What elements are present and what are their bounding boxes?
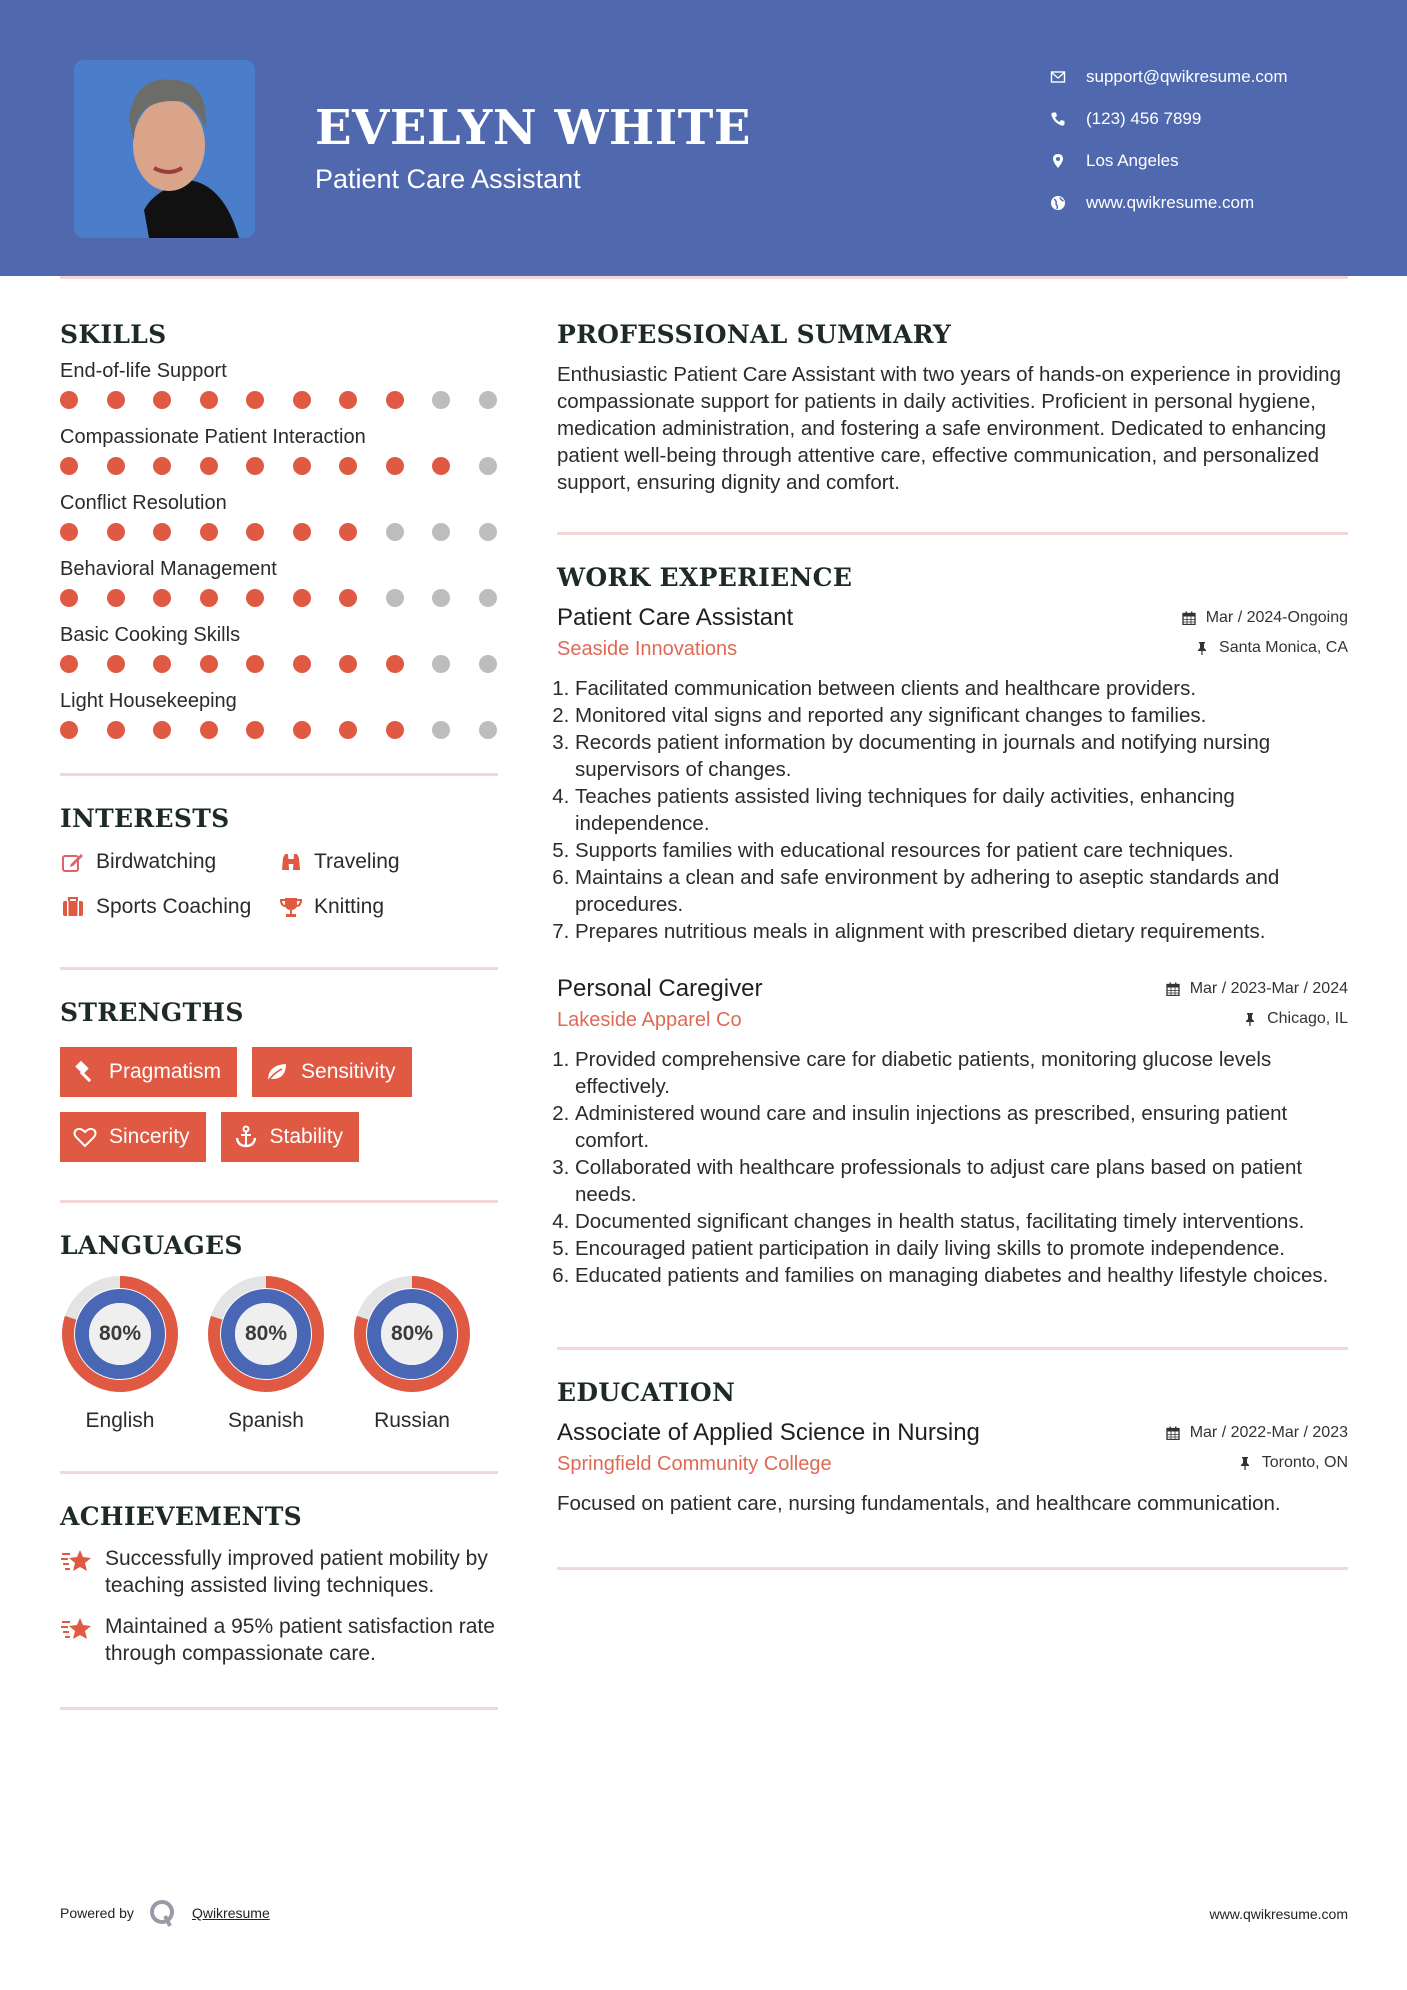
rating-dot <box>107 721 125 739</box>
rating-dot <box>60 457 78 475</box>
section-divider <box>557 1347 1348 1350</box>
rating-dot <box>60 589 78 607</box>
rating-dot <box>386 391 404 409</box>
rating-dot <box>339 655 357 673</box>
rating-dot <box>60 391 78 409</box>
profile-photo <box>74 60 255 238</box>
job-entry <box>557 975 1348 1289</box>
envelope-icon <box>1050 69 1066 85</box>
summary-title: PROFESSIONAL SUMMARY <box>557 320 952 349</box>
rating-dot <box>339 589 357 607</box>
contact-website-text: www.qwikresume.com <box>1086 193 1255 212</box>
job-bullet: 2. Administered wound care and insulin injections as prescribed, ensuring patient comfort. <box>575 1100 1348 1154</box>
strength-label: Sincerity <box>109 1125 190 1148</box>
job-bullet: 7. Prepares nutritious meals in alignment with prescribed dietary requirements. <box>575 918 1348 945</box>
rating-dot <box>107 457 125 475</box>
skill-item <box>60 555 498 613</box>
achievement-item <box>60 1613 498 1667</box>
strength-label: Stability <box>269 1125 344 1148</box>
language-name: Spanish <box>228 1409 304 1432</box>
language-item <box>60 1274 180 1433</box>
rating-dot <box>153 589 171 607</box>
job-role: Patient Care Assistant <box>557 604 794 631</box>
calendar-icon <box>1166 1426 1180 1440</box>
job-bullets <box>557 675 1348 945</box>
rating-dot <box>432 391 450 409</box>
calendar-icon <box>1182 611 1196 625</box>
rating-dot <box>479 589 497 607</box>
job-company: Lakeside Apparel Co <box>557 1009 742 1031</box>
education-school: Springfield Community College <box>557 1453 832 1475</box>
rating-dot <box>246 655 264 673</box>
rating-dot <box>386 655 404 673</box>
interests-section <box>60 804 498 923</box>
candidate-name: EVELYN WHITE <box>315 100 751 156</box>
rating-dot <box>339 391 357 409</box>
strengths-list <box>60 1047 480 1162</box>
rating-dot <box>432 721 450 739</box>
rating-dot <box>246 523 264 541</box>
achievements-title: ACHIEVEMENTS <box>60 1502 302 1531</box>
rating-dot <box>60 523 78 541</box>
languages-section <box>60 1231 498 1433</box>
language-progress-ring <box>352 1274 472 1394</box>
interest-label: Sports Coaching <box>96 894 252 918</box>
rating-dot <box>107 523 125 541</box>
rating-dot <box>153 457 171 475</box>
rating-dot <box>60 655 78 673</box>
rating-dot <box>479 391 497 409</box>
job-bullet: 3. Records patient information by documenting in journals and notifying nursing supervisors of changes. <box>575 729 1348 783</box>
rating-dot <box>339 523 357 541</box>
job-dates-text: Mar / 2024-Ongoing <box>1205 609 1348 626</box>
section-divider <box>557 532 1348 535</box>
rating-dot <box>339 457 357 475</box>
calendar-icon <box>1166 982 1180 996</box>
rating-dot <box>200 523 218 541</box>
pushpin-icon <box>1238 1456 1252 1470</box>
rating-dot <box>479 721 497 739</box>
rating-dot <box>339 721 357 739</box>
skill-item <box>60 423 498 481</box>
contact-email[interactable] <box>1050 56 1288 98</box>
interest-label: Birdwatching <box>96 849 217 873</box>
strength-label: Sensitivity <box>301 1060 396 1083</box>
section-divider <box>60 967 498 970</box>
education-location-text: Toronto, ON <box>1261 1454 1348 1471</box>
education-dates <box>1166 1424 1348 1442</box>
rating-dot <box>200 655 218 673</box>
summary-section <box>557 320 1348 496</box>
rating-dot <box>293 589 311 607</box>
rating-dot <box>107 589 125 607</box>
achievements-section <box>60 1502 498 1667</box>
education-location <box>1238 1454 1348 1472</box>
job-bullet: 4. Teaches patients assisted living techniques for daily activities, enhancing independence. <box>575 783 1348 837</box>
rating-dot <box>200 391 218 409</box>
rating-dot <box>293 655 311 673</box>
job-bullet: 1. Facilitated communication between clients and healthcare providers. <box>575 675 1348 702</box>
experience-title: WORK EXPERIENCE <box>557 563 853 592</box>
skill-rating <box>60 649 497 679</box>
rating-dot <box>200 721 218 739</box>
shooting-star-icon <box>60 1613 94 1667</box>
trophy-icon <box>278 894 304 920</box>
qwikresume-logo-icon <box>148 1898 178 1928</box>
section-divider <box>60 773 498 776</box>
achievement-text: Maintained a 95% patient satisfaction rate through compassionate care. <box>105 1615 495 1665</box>
job-bullet: 1. Provided comprehensive care for diabetic patients, monitoring glucose levels effectively. <box>575 1046 1348 1100</box>
skill-item <box>60 687 498 745</box>
language-percent: 80% <box>98 1322 142 1345</box>
skill-item <box>60 357 498 415</box>
section-divider <box>60 1200 498 1203</box>
interest-label: Knitting <box>314 894 385 918</box>
rating-dot <box>432 589 450 607</box>
rating-dot <box>386 721 404 739</box>
language-percent: 80% <box>390 1322 434 1345</box>
rating-dot <box>246 391 264 409</box>
footer-url[interactable]: www.qwikresume.com <box>1209 1906 1348 1922</box>
job-location <box>1195 639 1348 657</box>
job-company: Seaside Innovations <box>557 638 738 660</box>
skill-name: End-of-life Support <box>60 360 227 382</box>
candidate-title: Patient Care Assistant <box>315 164 581 194</box>
skill-rating <box>60 517 497 547</box>
skill-item <box>60 621 498 679</box>
phone-icon <box>1050 111 1066 127</box>
rating-dot <box>293 391 311 409</box>
section-divider <box>60 1707 498 1710</box>
footer-powered-by <box>60 1898 270 1928</box>
rating-dot <box>293 721 311 739</box>
rating-dot <box>60 721 78 739</box>
qwikresume-link[interactable]: Qwikresume <box>191 1905 270 1921</box>
language-percent: 80% <box>244 1322 288 1345</box>
header-divider <box>60 276 1348 279</box>
job-bullet: 4. Documented significant changes in health status, facilitating timely interventions. <box>575 1208 1348 1235</box>
summary-text: Enthusiastic Patient Care Assistant with two years of hands-on experience in providing compassionate support for patients in daily activities. Proficient in personal hygiene, medication administration, and fostering a safe environment. Dedicated to enhancing patient well-being through attentive care, effective communication, and personalized support, ensuring dignity and comfort. <box>557 363 1341 494</box>
job-location-text: Santa Monica, CA <box>1219 639 1348 656</box>
anchor-icon <box>234 1125 258 1149</box>
skill-name: Compassionate Patient Interaction <box>60 426 366 448</box>
rating-dot <box>200 589 218 607</box>
rating-dot <box>293 457 311 475</box>
rating-dot <box>432 523 450 541</box>
job-location-text: Chicago, IL <box>1267 1010 1348 1027</box>
language-progress-ring <box>206 1274 326 1394</box>
interests-list <box>60 845 498 923</box>
briefcase-icon <box>60 894 86 920</box>
interest-item <box>278 845 478 878</box>
rating-dot <box>386 457 404 475</box>
job-bullet: 5. Supports families with educational resources for patient care techniques. <box>575 837 1348 864</box>
strength-chip <box>60 1112 206 1162</box>
rating-dot <box>432 457 450 475</box>
portrait-image <box>74 60 255 238</box>
skill-item <box>60 489 498 547</box>
language-name: Russian <box>374 1409 450 1432</box>
language-item <box>206 1274 326 1433</box>
leaf-icon <box>265 1060 289 1084</box>
job-dates <box>1182 609 1348 627</box>
achievement-text: Successfully improved patient mobility by teaching assisted living techniques. <box>105 1547 488 1597</box>
right-column <box>557 320 1348 1570</box>
skills-section <box>60 320 498 745</box>
rating-dot <box>153 523 171 541</box>
job-role: Personal Caregiver <box>557 975 763 1002</box>
job-location <box>1243 1010 1348 1028</box>
rating-dot <box>479 523 497 541</box>
skill-rating <box>60 583 497 613</box>
pushpin-icon <box>1195 641 1209 655</box>
contact-location <box>1050 140 1288 182</box>
skills-title: SKILLS <box>60 320 167 349</box>
language-item <box>352 1274 472 1433</box>
job-bullet: 5. Encouraged patient participation in daily living skills to promote independence. <box>575 1235 1348 1262</box>
strength-chip <box>252 1047 412 1097</box>
rating-dot <box>153 655 171 673</box>
interest-item <box>60 845 278 878</box>
strength-chip <box>60 1047 237 1097</box>
languages-title: LANGUAGES <box>60 1231 243 1260</box>
job-dates <box>1166 980 1348 998</box>
contact-location-text: Los Angeles <box>1086 151 1179 170</box>
languages-list <box>60 1274 498 1433</box>
job-bullet: 2. Monitored vital signs and reported any significant changes to families. <box>575 702 1348 729</box>
section-divider <box>557 1567 1348 1570</box>
rating-dot <box>200 457 218 475</box>
section-divider <box>60 1471 498 1474</box>
strength-chip <box>221 1112 360 1162</box>
interests-title: INTERESTS <box>60 804 230 833</box>
contact-email-text: support@qwikresume.com <box>1086 67 1288 86</box>
rating-dot <box>107 655 125 673</box>
rating-dot <box>386 589 404 607</box>
language-progress-ring <box>60 1274 180 1394</box>
powered-by-text: Powered by <box>60 1905 134 1921</box>
skill-rating <box>60 715 497 745</box>
skill-name: Basic Cooking Skills <box>60 624 241 646</box>
rating-dot <box>246 457 264 475</box>
skill-name: Light Housekeeping <box>60 690 237 712</box>
education-degree: Associate of Applied Science in Nursing <box>557 1419 980 1446</box>
education-description: Focused on patient care, nursing fundamentals, and healthcare communication. <box>557 1492 1281 1515</box>
left-column <box>60 320 498 1710</box>
heart-icon <box>73 1125 97 1149</box>
job-bullets <box>557 1046 1348 1289</box>
rating-dot <box>153 721 171 739</box>
rating-dot <box>153 391 171 409</box>
skill-name: Behavioral Management <box>60 558 277 580</box>
contact-phone-text: (123) 456 7899 <box>1086 109 1202 128</box>
education-section <box>557 1378 1348 1517</box>
interest-label: Traveling <box>314 849 400 873</box>
rating-dot <box>107 391 125 409</box>
language-name: English <box>85 1409 155 1432</box>
rating-dot <box>479 457 497 475</box>
experience-section <box>557 563 1348 1289</box>
shooting-star-icon <box>60 1545 94 1599</box>
education-title: EDUCATION <box>557 1378 736 1407</box>
education-dates-text: Mar / 2022-Mar / 2023 <box>1189 1424 1348 1441</box>
job-bullet: 3. Collaborated with healthcare professionals to adjust care plans based on patient needs. <box>575 1154 1348 1208</box>
interest-item <box>278 890 478 923</box>
job-entry <box>557 604 1348 945</box>
rating-dot <box>386 523 404 541</box>
binoculars-icon <box>278 849 304 875</box>
rating-dot <box>293 523 311 541</box>
rating-dot <box>246 721 264 739</box>
strengths-title: STRENGTHS <box>60 998 244 1027</box>
skill-rating <box>60 451 497 481</box>
strength-label: Pragmatism <box>109 1060 222 1083</box>
contact-phone[interactable] <box>1050 98 1288 140</box>
resume-header <box>0 0 1407 276</box>
map-pin-icon <box>1050 153 1066 169</box>
gavel-icon <box>73 1060 97 1084</box>
job-dates-text: Mar / 2023-Mar / 2024 <box>1189 980 1348 997</box>
strengths-section <box>60 998 498 1162</box>
globe-icon <box>1050 195 1066 211</box>
edit-icon <box>60 849 86 875</box>
rating-dot <box>479 655 497 673</box>
rating-dot <box>246 589 264 607</box>
skill-name: Conflict Resolution <box>60 492 227 514</box>
achievement-item <box>60 1545 498 1599</box>
contact-list <box>1050 56 1288 224</box>
rating-dot <box>432 655 450 673</box>
skill-rating <box>60 385 497 415</box>
contact-website[interactable] <box>1050 182 1288 224</box>
interest-item <box>60 890 278 923</box>
pushpin-icon <box>1243 1012 1257 1026</box>
job-bullet: 6. Educated patients and families on managing diabetes and healthy lifestyle choices. <box>575 1262 1348 1289</box>
job-bullet: 6. Maintains a clean and safe environment by adhering to aseptic standards and procedures. <box>575 864 1348 918</box>
